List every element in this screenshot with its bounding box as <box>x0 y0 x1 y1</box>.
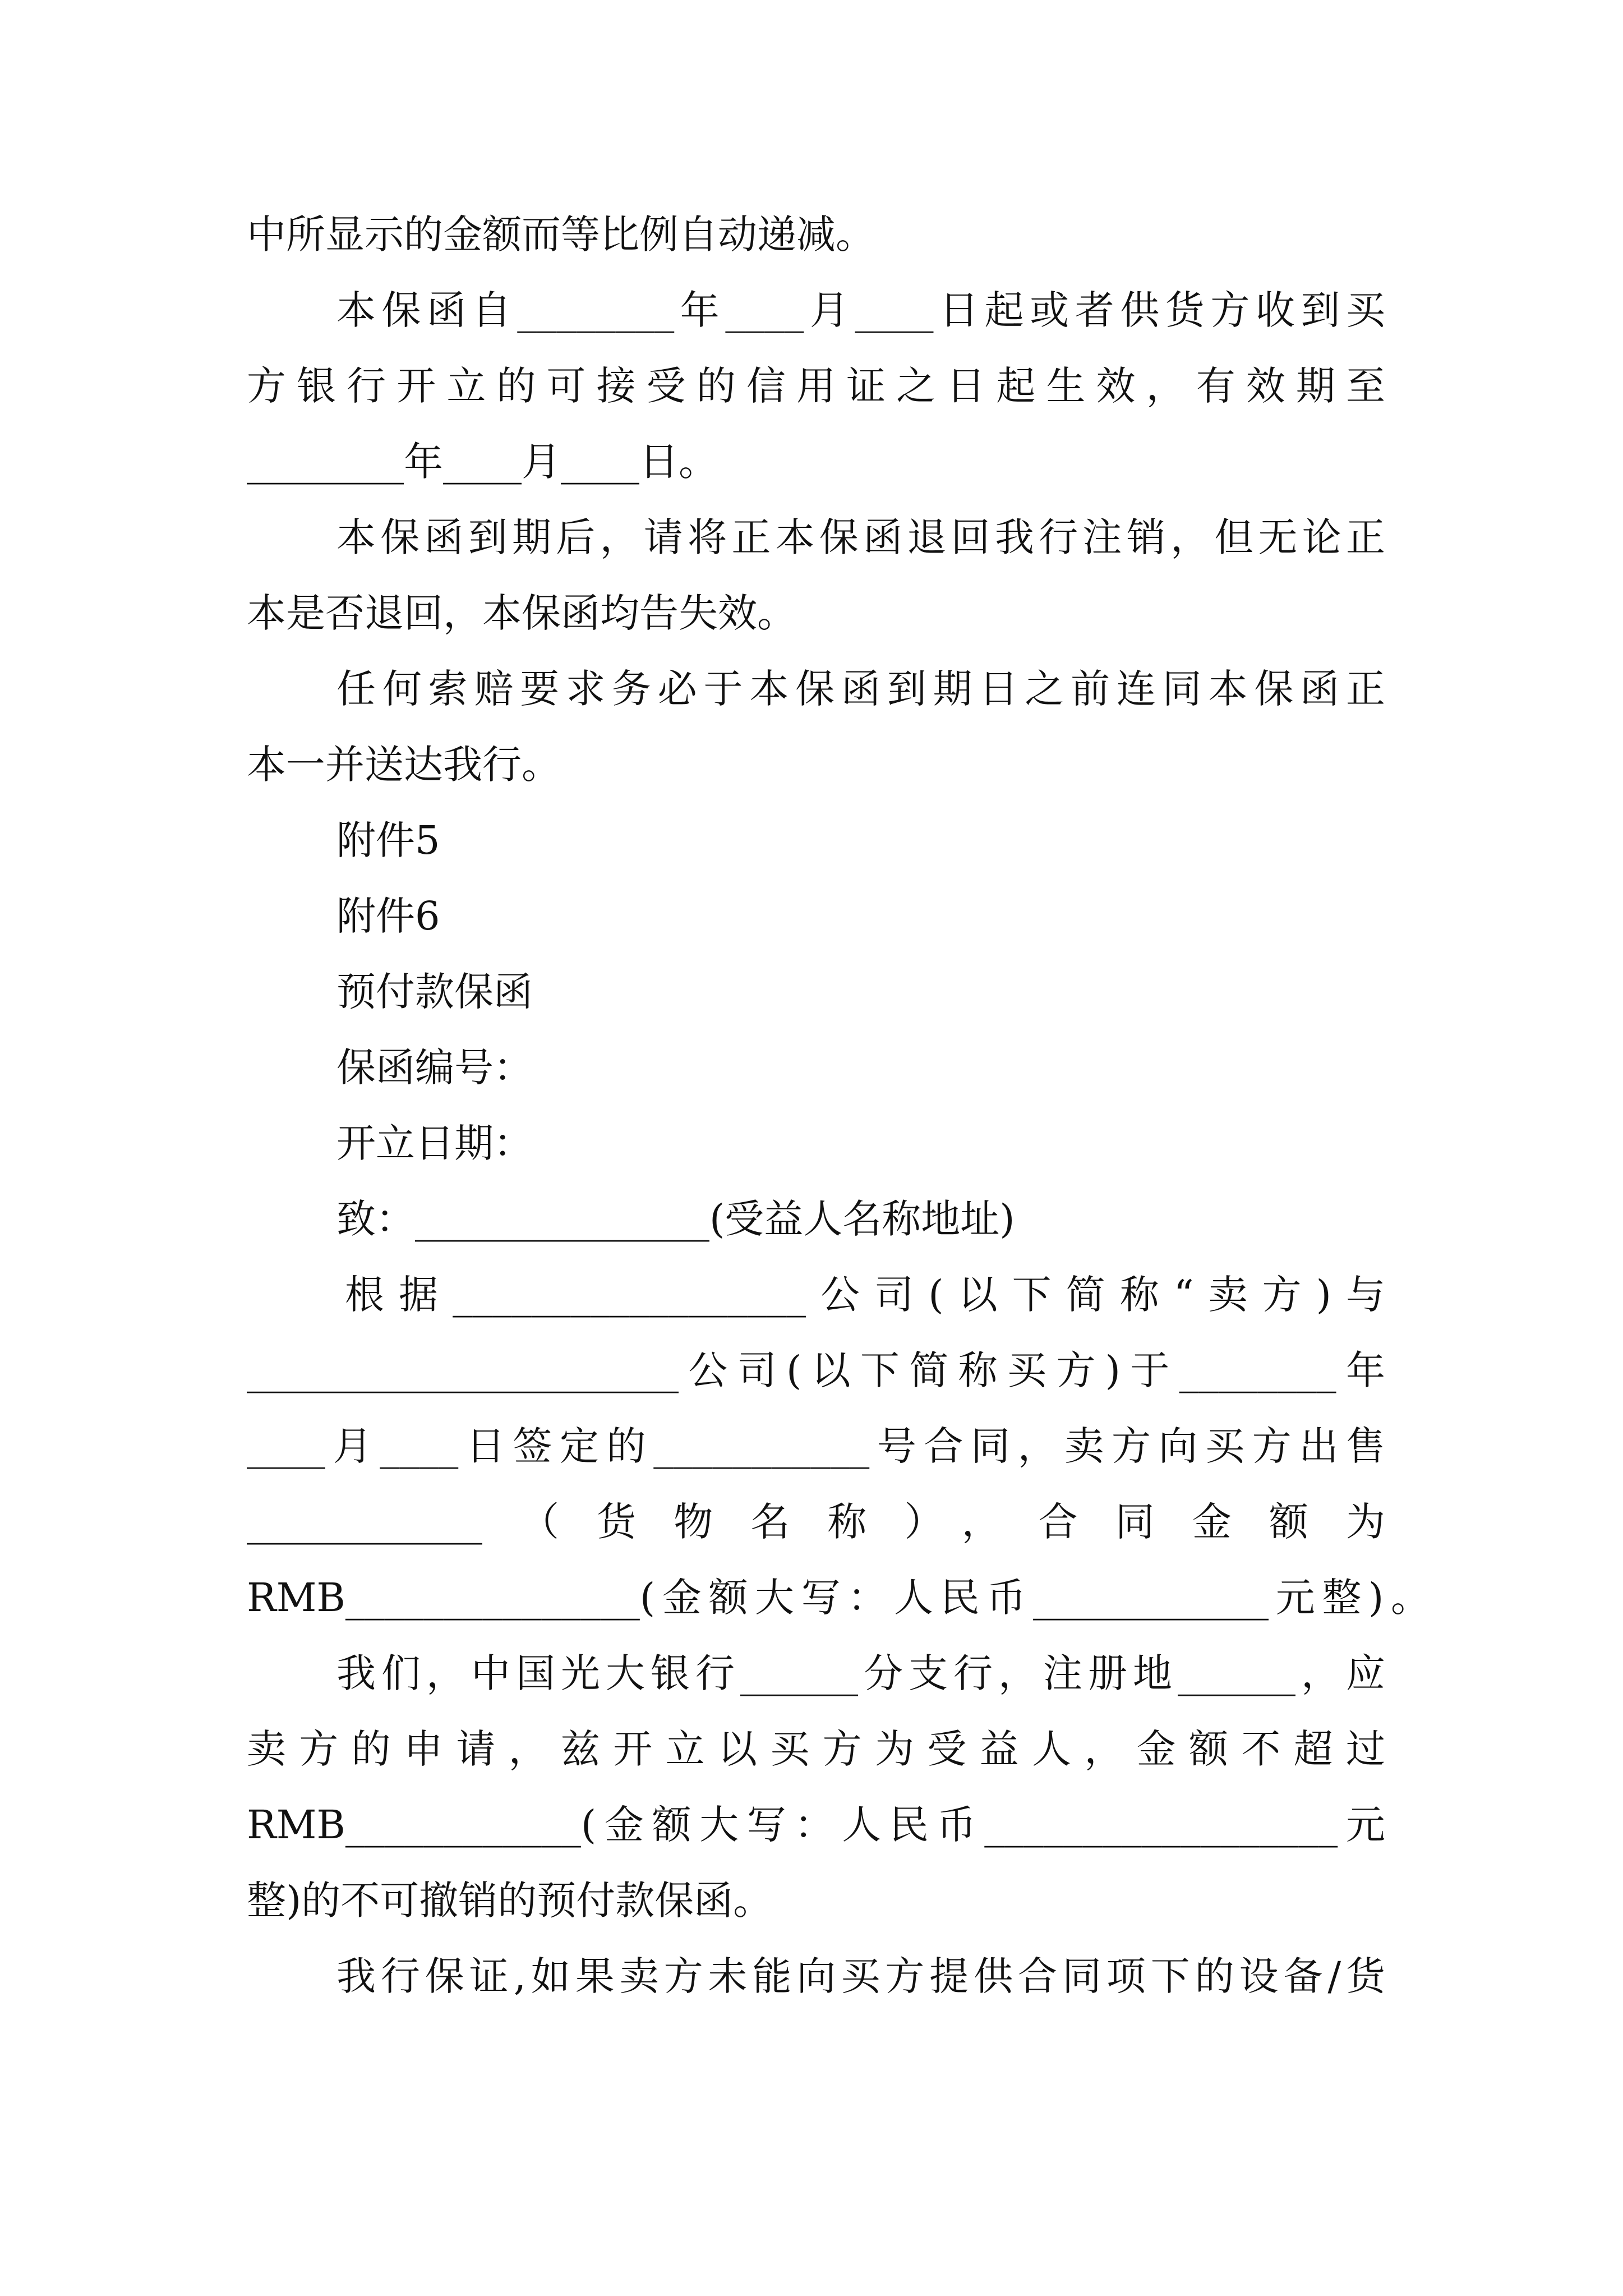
text-line: RMB____________(金额大写：人民币__________________元 <box>247 1802 1385 1848</box>
issue-date-label: 开立日期： <box>336 1120 533 1166</box>
text-line: 中所显示的金额而等比例自动递减。 <box>247 211 875 257</box>
text-line: 整)的不可撤销的预付款保函。 <box>247 1878 773 1924</box>
text-line: ____月____日签定的___________号合同，卖方向买方出售 <box>247 1423 1385 1469</box>
text-line: 我们，中国光大银行______分支行，注册地______，应 <box>336 1650 1385 1696</box>
addressee-line: 致：_______________(受益人名称地址) <box>336 1196 1015 1242</box>
guarantee-number-label: 保函编号： <box>336 1045 533 1091</box>
section-title: 预付款保函 <box>336 969 533 1015</box>
text-line: 根据__________________公司(以下简称“卖方)与 <box>345 1272 1385 1318</box>
text-line: 我行保证,如果卖方未能向买方提供合同项下的设备/货 <box>336 1953 1385 1999</box>
text-line: ____________（货物名称），合同金额为 <box>247 1499 1385 1545</box>
text-line: 方银行开立的可接受的信用证之日起生效，有效期至 <box>247 363 1385 409</box>
text-line: 本是否退回，本保函均告失效。 <box>247 590 796 636</box>
text-line: 任何索赔要求务必于本保函到期日之前连同本保函正 <box>336 666 1385 712</box>
text-line: 卖方的申请，兹开立以买方为受益人，金额不超过 <box>247 1726 1385 1772</box>
text-line: 本一并送达我行。 <box>247 742 561 788</box>
text-line: RMB_______________(金额大写：人民币____________元整)。 <box>247 1575 1430 1621</box>
text-line: 本保函到期后，请将正本保函退回我行注销，但无论正 <box>336 514 1385 560</box>
text-line: ______________________公司(以下简称买方)于________年 <box>247 1347 1385 1393</box>
text-line: ________年____月____日。 <box>247 439 718 485</box>
attachment-label: 附件6 <box>336 893 440 939</box>
text-line: 本保函自________年____月____日起或者供货方收到买 <box>336 287 1385 333</box>
attachment-label: 附件5 <box>336 817 440 863</box>
